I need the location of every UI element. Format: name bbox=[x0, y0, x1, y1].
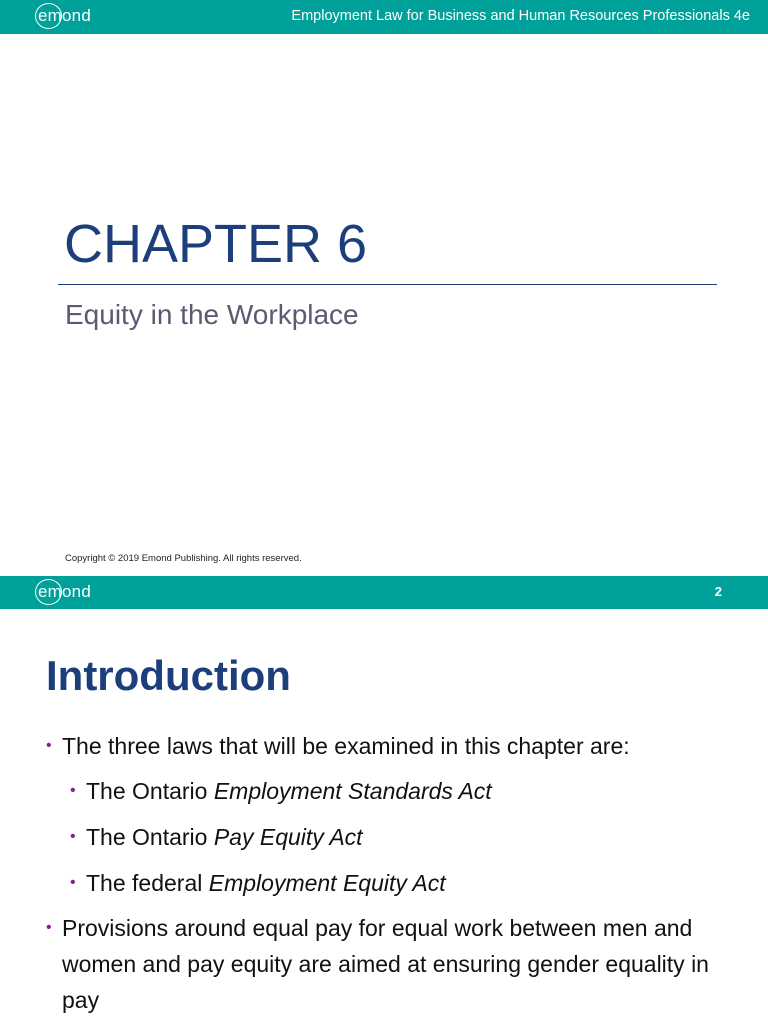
logo-ring-icon bbox=[35, 579, 62, 605]
logo-ring-icon bbox=[35, 3, 62, 29]
list-item: • The federal Employment Equity Act bbox=[86, 865, 446, 901]
list-item: • The Ontario Pay Equity Act bbox=[86, 819, 363, 855]
list-item: • Provisions around equal pay for equal work between men and women and pay equity are aimed at ensuring gender equality in pay bbox=[62, 910, 732, 1018]
title-divider bbox=[58, 284, 717, 285]
bullet-dot-icon: • bbox=[70, 782, 76, 799]
section-title: Introduction bbox=[46, 652, 291, 699]
logo-text: emond bbox=[38, 579, 91, 605]
emond-logo-slide2 bbox=[38, 579, 91, 605]
chapter-title: CHAPTER 6 bbox=[64, 214, 368, 274]
logo-text: emond bbox=[38, 3, 91, 29]
chapter-subtitle: Equity in the Workplace bbox=[65, 299, 359, 330]
page-number: 2 bbox=[714, 584, 722, 599]
bullet-dot-icon: • bbox=[46, 737, 52, 754]
list-item: • The Ontario Employment Standards Act bbox=[86, 773, 492, 809]
bullet-dot-icon: • bbox=[70, 874, 76, 891]
bullet-dot-icon: • bbox=[46, 919, 52, 936]
book-title: Employment Law for Business and Human Resources Professionals 4e bbox=[291, 8, 750, 24]
list-item: • The three laws that will be examined in this chapter are: bbox=[62, 728, 630, 764]
slide-band bbox=[0, 576, 768, 609]
bullet-dot-icon: • bbox=[70, 828, 76, 845]
emond-logo bbox=[38, 3, 91, 29]
copyright-notice: Copyright © 2019 Emond Publishing. All rights reserved. bbox=[65, 553, 302, 564]
